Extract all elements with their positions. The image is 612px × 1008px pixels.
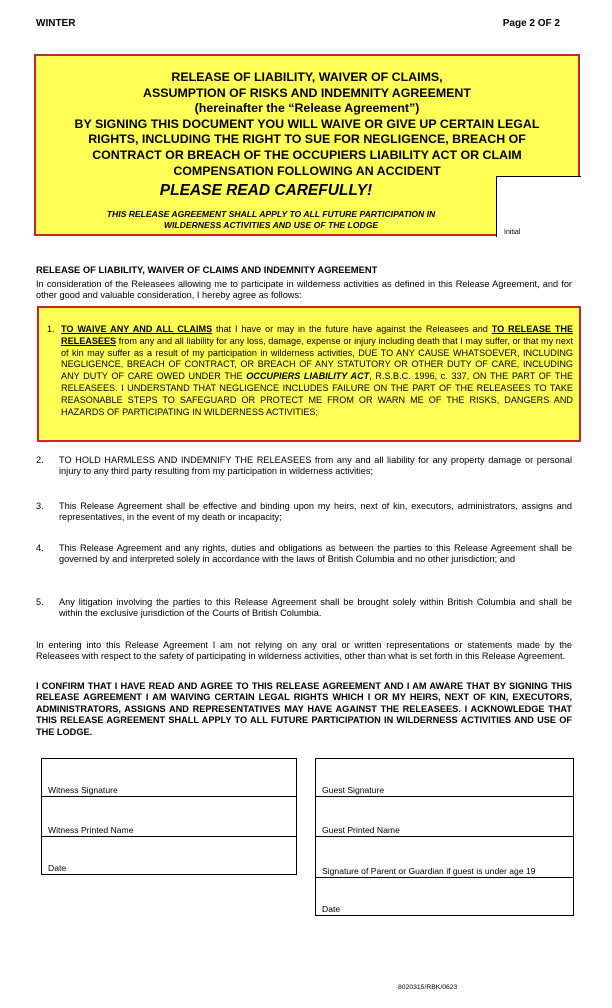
initial-field[interactable] (496, 176, 581, 237)
guest-date-field[interactable] (316, 878, 573, 915)
section-heading: RELEASE OF LIABILITY, WAIVER OF CLAIMS AND INDEMNITY AGREEMENT (36, 264, 378, 275)
title-line: ASSUMPTION OF RISKS AND INDEMNITY AGREEMENT (143, 85, 471, 100)
clause-text: TO HOLD HARMLESS AND INDEMNIFY THE RELEASEES from any and all liability for any property damage or personal injury to any third party resulting from my participation in wilderness activities; (59, 455, 572, 477)
witness-name-field[interactable] (42, 797, 296, 837)
field-label: Date (322, 904, 341, 914)
clause-2 (36, 455, 572, 478)
field-label: Signature of Parent or Guardian if guest is under age 19 (322, 865, 536, 876)
representations-paragraph: In entering into this Release Agreement I am not relying on any oral or written representations or statements made by the Releasees with respect to the safety of participating in wilderness activities, other than what is set forth in this Release Agreement. (36, 640, 572, 662)
clause-text: This Release Agreement and any rights, duties and obligations as between the parties to this Release Agreement shall be governed by and interpreted solely in accordance with the laws of British Columbia and no other jurisdiction; and (59, 543, 572, 565)
warning-line: COMPENSATION FOLLOWING AN ACCIDENT (173, 163, 441, 178)
applies-line: THIS RELEASE AGREEMENT SHALL APPLY TO ALL FUTURE PARTICIPATION IN (106, 209, 436, 219)
clause-number: 1. (47, 324, 55, 334)
clause-number: 2. (36, 455, 44, 465)
page-number: Page 2 OF 2 (502, 18, 560, 29)
occupiers-act: OCCUPIERS LIABILITY ACT (246, 371, 370, 382)
intro-paragraph: In consideration of the Releasees allowing me to participate in wilderness activities as defined in this Release Agreement, and for other good and valuable consideration, I hereby agree as follows: (36, 279, 572, 301)
clause-1-text-c: , R.S.B.C. 1996, c. 337, ON THE PART OF THE RELEASEES. I UNDERSTAND THAT NEGLIGENCE INCLUDES FAILURE ON THE PART OF THE RELEASEES TO TAKE REASONABLE STEPS TO SAFEGUARD OR PROTECT ME FROM OR WARN ME OF THE RISKS, DANGERS AND HAZARDS OF PARTICIPATING IN WILDERNESS ACTIVITIES; (61, 371, 574, 417)
title-line: (hereinafter the “Release Agreement”) (194, 101, 420, 116)
agreement-title (36, 70, 578, 179)
witness-signature-field[interactable] (42, 759, 296, 797)
clause-1-highlight (37, 306, 581, 442)
guest-signature-block (315, 758, 574, 916)
clause-1 (47, 324, 574, 418)
guest-signature-field[interactable] (316, 759, 573, 797)
field-label: Guest Printed Name (322, 825, 400, 835)
clause-number: 3. (36, 501, 44, 511)
warning-line: BY SIGNING THIS DOCUMENT YOU WILL WAIVE OR GIVE UP CERTAIN LEGAL (74, 116, 540, 131)
confirmation-paragraph: I CONFIRM THAT I HAVE READ AND AGREE TO THIS RELEASE AGREEMENT AND I AM AWARE THAT BY SIGNING THIS RELEASE AGREEMENT I AM WAIVING CERTAIN LEGAL RIGHTS WHICH I OR MY HEIRS, NEXT OF KIN, EXECUTORS, ADMINISTRATORS, ASSIGNS AND REPRESENTATIVES MAY HAVE AGAINST THE RELEASEES. I ACKNOWLEDGE THAT THIS RELEASE AGREEMENT SHALL APPLY TO ALL FUTURE PARTICIPATION IN WILDERNESS ACTIVITIES AND USE OF THE LODGE. (36, 681, 572, 737)
applies-notice (56, 209, 486, 231)
clause-number: 5. (36, 597, 44, 607)
field-label: Date (48, 863, 67, 873)
witness-signature-block (41, 758, 297, 875)
guardian-signature-field[interactable] (316, 837, 573, 878)
clause-text: Any litigation involving the parties to this Release Agreement shall be brought solely within British Columbia and shall be within the exclusive jurisdiction of the Courts of British Columbia. (59, 597, 572, 619)
initial-label: Initial (504, 229, 521, 236)
field-label: Witness Printed Name (48, 825, 134, 835)
warning-line: CONTRACT OR BREACH OF THE OCCUPIERS LIABILITY ACT OR CLAIM (92, 147, 522, 162)
title-line: RELEASE OF LIABILITY, WAIVER OF CLAIMS, (171, 70, 443, 84)
clause-1-text-b: from any and all liability for any loss, damage, expense or injury including death that I may suffer, or that my next of kin may suffer as a result of my participation in wilderness activities, DUE TO ANY CAUSE WHATSOEVER, INCLUDING NEGLIGENCE, BREACH OF CONTRACT, OR BREACH OF ANY STATUTORY OR OTHER DUTY OF CARE, INCLUDING ANY DUTY OF CARE OWED UNDER THE (61, 335, 573, 382)
clause-1-lead2: TO RELEASE THE RELEASEES (61, 324, 574, 346)
warning-line: RIGHTS, INCLUDING THE RIGHT TO SUE FOR NEGLIGENCE, BREACH OF (88, 132, 526, 147)
clause-3 (36, 501, 572, 524)
field-label: Guest Signature (322, 785, 385, 795)
release-title-box (34, 54, 580, 236)
field-label: Witness Signature (48, 785, 118, 795)
clause-1-lead: TO WAIVE ANY AND ALL CLAIMS (61, 324, 213, 334)
applies-line: WILDERNESS ACTIVITIES AND USE OF THE LODGE (163, 220, 379, 230)
clause-5 (36, 597, 572, 620)
header-season: WINTER (36, 18, 76, 29)
form-code: 8020315/RBK/0623 (398, 984, 458, 991)
clause-text: This Release Agreement shall be effective and binding upon my heirs, next of kin, executors, administrators, assigns and representatives, in the event of my death or incapacity; (59, 501, 572, 523)
please-read-carefully: PLEASE READ CAREFULLY! (159, 182, 373, 199)
guest-name-field[interactable] (316, 797, 573, 837)
witness-date-field[interactable] (42, 837, 296, 874)
clause-number: 4. (36, 543, 44, 553)
clause-1-text-a: that I have or may in the future have against the Releasees and (212, 324, 492, 334)
clause-4 (36, 543, 572, 566)
